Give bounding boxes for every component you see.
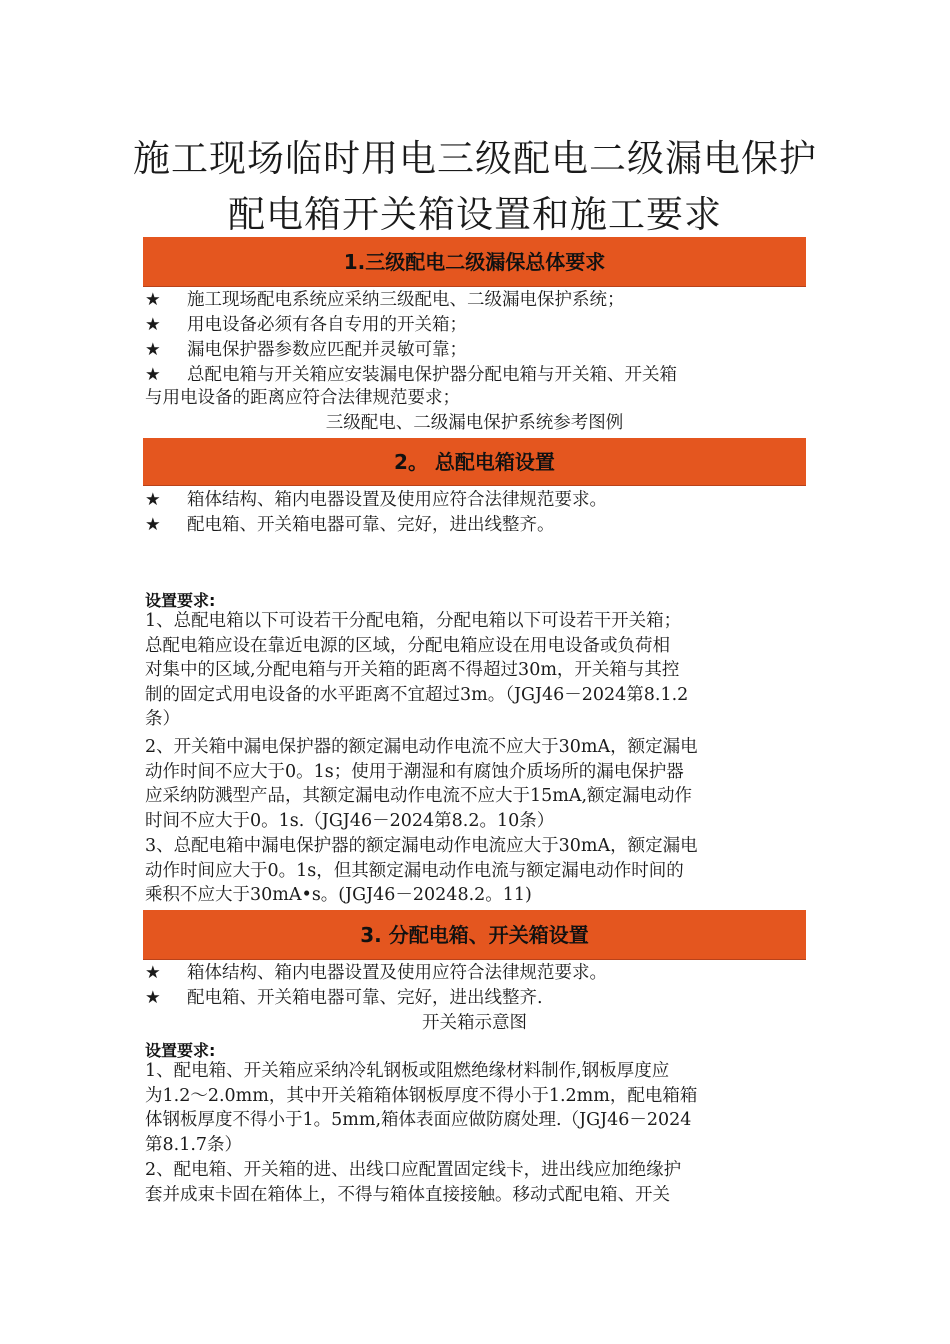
section-1-bullet: [145, 313, 810, 338]
star-icon: ★: [145, 365, 161, 385]
paragraph-line: 第8.1.7条）: [145, 1134, 243, 1155]
section-3-figure-caption: 开关箱示意图: [422, 1013, 527, 1033]
paragraph-line: 2、开关箱中漏电保护器的额定漏电动作电流不应大于30mA，额定漏电: [145, 737, 698, 757]
paragraph-line: 2、配电箱、开关箱的进、出线口应配置固定线卡，进出线应加绝缘护: [145, 1160, 682, 1180]
bullet-text: 总配电箱与开关箱应安装漏电保护器分配电箱与开关箱、开关箱: [187, 365, 677, 385]
paragraph-line: 为1.2～2.0mm，其中开关箱箱体钢板厚度不得小于1.2mm，配电箱箱: [145, 1085, 698, 1106]
document-title-line-1: 施工现场临时用电三级配电二级漏电保护: [133, 137, 817, 180]
star-icon: ★: [145, 290, 161, 310]
document-title-line-2: 配电箱开关箱设置和施工要求: [228, 193, 722, 236]
bullet-text: 箱体结构、箱内电器设置及使用应符合法律规范要求。: [187, 963, 607, 983]
section-1-bullet: [145, 288, 810, 313]
star-icon: ★: [145, 315, 161, 335]
bullet-text: 箱体结构、箱内电器设置及使用应符合法律规范要求。: [187, 490, 607, 510]
section-2-paragraph-2: [145, 735, 810, 833]
bullet-text: 漏电保护器参数应匹配并灵敏可靠；: [187, 340, 467, 360]
section-1-bullet: [145, 338, 810, 363]
section-3-bullet: [145, 961, 810, 986]
paragraph-line: 条）: [145, 709, 180, 730]
paragraph-line: 动作时间应大于0。1s，但其额定漏电动作电流与额定漏电动作时间的: [145, 860, 684, 881]
section-3-heading: 3. 分配电箱、开关箱设置: [143, 910, 806, 960]
paragraph-line: 3、总配电箱中漏电保护器的额定漏电动作电流应大于30mA，额定漏电: [145, 836, 698, 856]
paragraph-line: 应采纳防溅型产品，其额定漏电动作电流不应大于15mA,额定漏电动作: [145, 786, 693, 807]
star-icon: ★: [145, 340, 161, 360]
paragraph-line: 对集中的区域,分配电箱与开关箱的距离不得超过30m，开关箱与其控: [145, 660, 680, 681]
section-2-bullet: [145, 488, 810, 513]
section-1-heading: 1.三级配电二级漏保总体要求: [143, 237, 806, 287]
section-3-bullet: [145, 986, 810, 1011]
paragraph-line: 1、配电箱、开关箱应采纳冷轧钢板或阻燃绝缘材料制作,钢板厚度应: [145, 1061, 670, 1081]
bullet-text: 用电设备必须有各自专用的开关箱；: [187, 315, 467, 335]
paragraph-line: 总配电箱应设在靠近电源的区域，分配电箱应设在用电设备或负荷相: [145, 635, 670, 656]
paragraph-line: 1、总配电箱以下可设若干分配电箱，分配电箱以下可设若干开关箱；: [145, 611, 682, 631]
section-3-requirements-label: 设置要求:: [145, 1041, 216, 1060]
star-icon: ★: [145, 490, 161, 510]
star-icon: ★: [145, 963, 161, 983]
section-2-heading: 2。 总配电箱设置: [143, 438, 806, 486]
section-2-paragraph-1: [145, 609, 810, 732]
section-2-bullet: [145, 513, 810, 538]
paragraph-line: 体钢板厚度不得小于1。5mm,箱体表面应做防腐处理.（JGJ46－2024: [145, 1110, 692, 1131]
bullet-text: 配电箱、开关箱电器可靠、完好，进出线整齐.: [187, 988, 543, 1008]
section-1-bullet-continuation: 与用电设备的距离应符合法律规范要求；: [145, 388, 460, 408]
section-2-paragraph-3: [145, 834, 810, 908]
section-2-requirements-label: 设置要求:: [145, 591, 216, 610]
section-3-paragraph-1: [145, 1059, 810, 1157]
paragraph-line: 制的固定式用电设备的水平距离不宜超过3m。（JGJ46－2024第8.1.2: [145, 684, 689, 705]
bullet-text: 配电箱、开关箱电器可靠、完好，进出线整齐。: [187, 515, 555, 535]
section-1-bullet: [145, 363, 810, 388]
star-icon: ★: [145, 988, 161, 1008]
section-3-paragraph-2: [145, 1158, 810, 1207]
paragraph-line: 套并成束卡固在箱体上，不得与箱体直接接触。移动式配电箱、开关: [145, 1184, 670, 1205]
section-1-figure-caption: 三级配电、二级漏电保护系统参考图例: [325, 413, 624, 433]
bullet-text: 施工现场配电系统应采纳三级配电、二级漏电保护系统；: [187, 290, 625, 310]
paragraph-line: 动作时间不应大于0。1s；使用于潮湿和有腐蚀介质场所的漏电保护器: [145, 761, 684, 782]
paragraph-line: 时间不应大于0。1s.（JGJ46－2024第8.2。10条）: [145, 810, 555, 831]
paragraph-line: 乘积不应大于30mA•s。(JGJ46－20248.2。11): [145, 885, 532, 906]
star-icon: ★: [145, 515, 161, 535]
